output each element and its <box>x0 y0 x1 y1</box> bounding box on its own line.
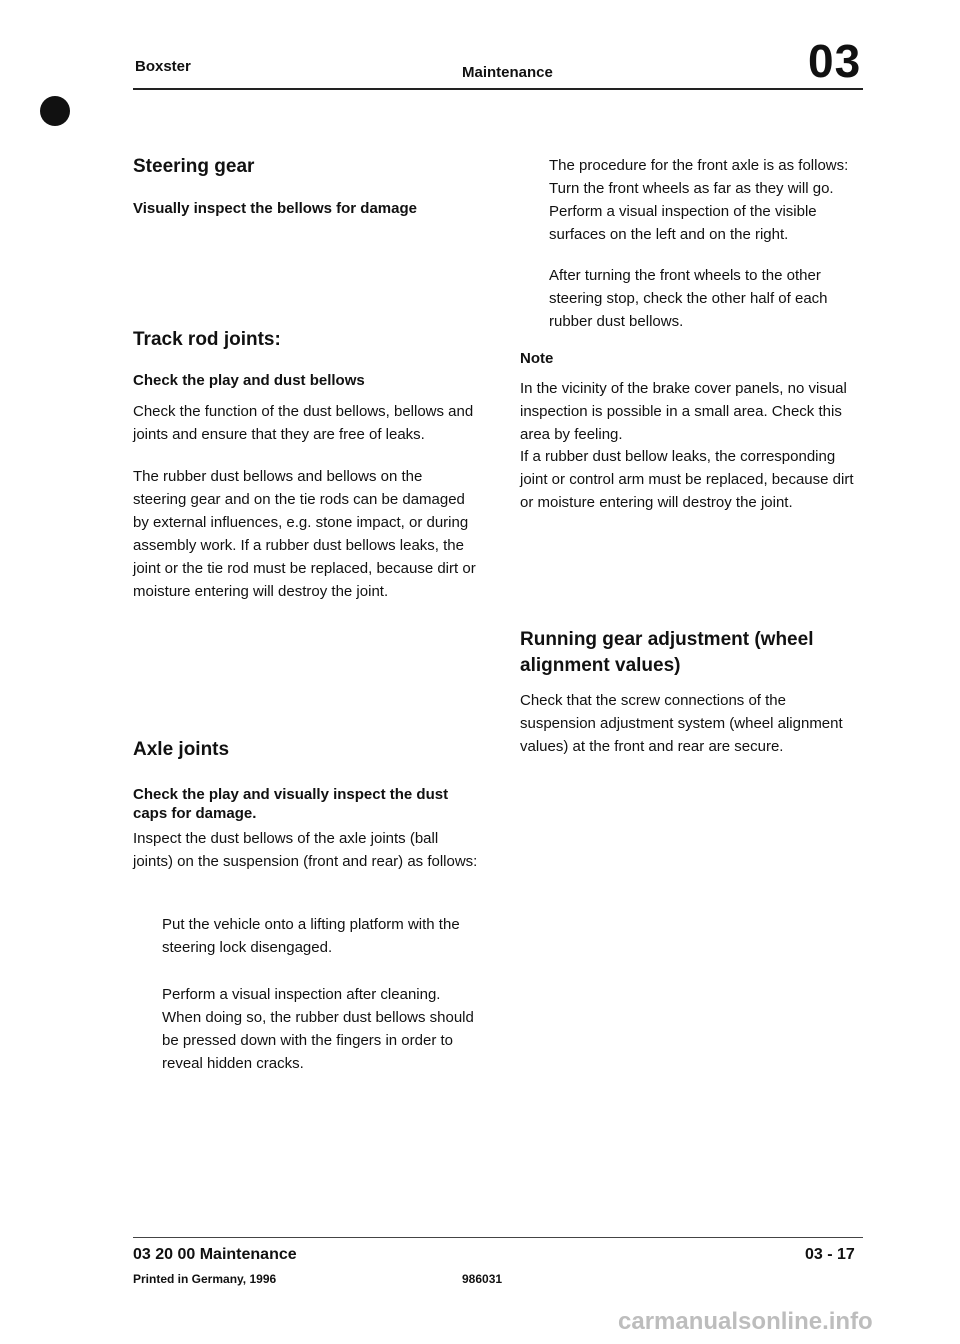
header-section: Maintenance <box>462 64 553 81</box>
heading-running-gear-adjustment: Running gear adjustment (wheel alignment values) <box>520 629 814 676</box>
footer-rule <box>133 1237 863 1238</box>
paragraph-running-gear: Check that the screw connections of the suspension adjustment system (wheel alignment values) at the front and rear are secure. <box>520 692 843 755</box>
punch-hole-mark <box>40 96 70 126</box>
step-lifting-platform: Put the vehicle onto a lifting platform with the steering lock disengaged. <box>162 916 460 956</box>
footer-section-code: 03 20 00 Maintenance <box>133 1246 297 1263</box>
watermark-text: carmanualsonline.info <box>618 1308 873 1335</box>
header-rule <box>133 88 863 90</box>
subheading-steering-gear: Visually inspect the bellows for damage <box>133 200 417 217</box>
heading-steering-gear: Steering gear <box>133 156 255 177</box>
heading-track-rod-joints: Track rod joints: <box>133 329 281 350</box>
paragraph-track-rod-1: Check the function of the dust bellows, bellows and joints and ensure that they are free of leaks. <box>133 403 474 443</box>
note-paragraph-2: If a rubber dust bellow leaks, the corresponding joint or control arm must be replaced, because dirt or moisture entering will destroy the joint. <box>520 448 854 511</box>
header-model: Boxster <box>135 58 191 75</box>
paragraph-other-steering-stop: After turning the front wheels to the other steering stop, check the other half of each rubber dust bellows. <box>549 267 828 330</box>
note-paragraph-1: In the vicinity of the brake cover panels, no visual inspection is possible in a small area. Check this area by feeling. <box>520 380 847 443</box>
subheading-track-rod: Check the play and dust bellows <box>133 372 365 389</box>
header-chapter-number: 03 <box>808 35 862 87</box>
paragraph-track-rod-2: The rubber dust bellows and bellows on the steering gear and on the tie rods can be damaged by external influences, e.g. stone impact, or during assembly work. If a rubber dust bellows leaks, the joint or the tie rod must be replaced, because dirt or moisture entering will destroy the joint. <box>133 468 476 600</box>
step-visual-inspection: Perform a visual inspection after cleaning. When doing so, the rubber dust bellows should be pressed down with the fingers in order to reveal hidden cracks. <box>162 986 474 1072</box>
footer-document-code: 986031 <box>462 1272 503 1286</box>
paragraph-axle-joints: Inspect the dust bellows of the axle joints (ball joints) on the suspension (front and rear) as follows: <box>133 830 478 870</box>
footer-printed-info: Printed in Germany, 1996 <box>133 1272 277 1286</box>
subheading-axle-joints: Check the play and visually inspect the dust caps for damage. <box>133 786 449 822</box>
footer-page-number: 03 - 17 <box>805 1246 855 1263</box>
note-title: Note <box>520 350 554 367</box>
heading-axle-joints: Axle joints <box>133 739 230 760</box>
paragraph-front-axle-procedure: The procedure for the front axle is as follows: Turn the front wheels as far as they will go. Perform a visual inspection of the visible surfaces on the left and on the right. <box>549 157 849 243</box>
